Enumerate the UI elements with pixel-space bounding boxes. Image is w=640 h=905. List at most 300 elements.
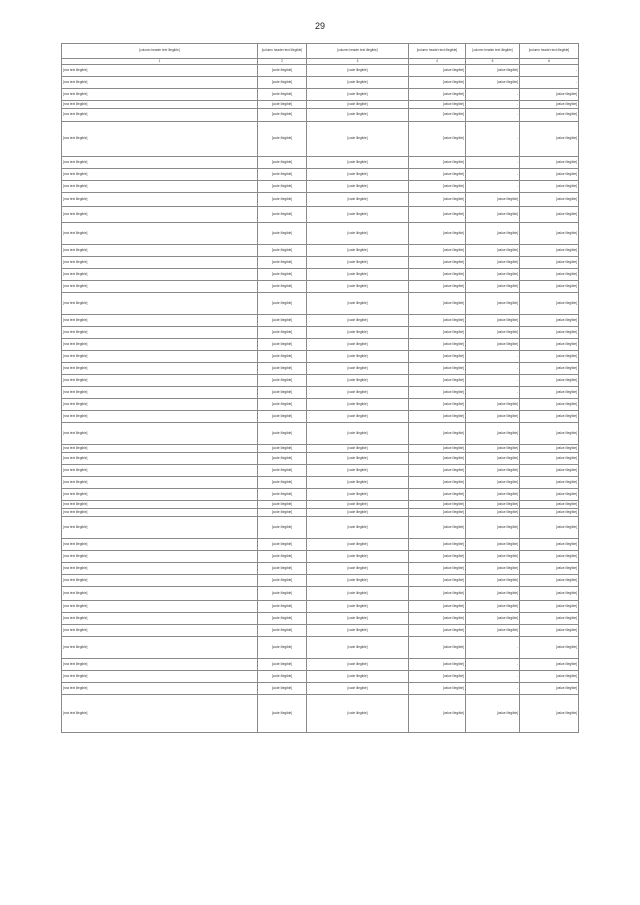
row-unexecuted-cell: [value illegible] bbox=[520, 551, 579, 563]
row-approved-cell: [value illegible] bbox=[409, 281, 466, 293]
row-unexecuted-cell: - bbox=[520, 65, 579, 77]
row-executed-cell: [value illegible] bbox=[466, 613, 520, 625]
row-executed-cell: [value illegible] bbox=[466, 207, 520, 223]
row-classification-cell: [code illegible] bbox=[307, 269, 409, 281]
row-name-cell: [row text illegible] bbox=[62, 77, 258, 89]
row-name-cell: [row text illegible] bbox=[62, 613, 258, 625]
row-classification-cell: [code illegible] bbox=[307, 387, 409, 399]
row-unexecuted-cell: [value illegible] bbox=[520, 223, 579, 245]
row-approved-cell: [value illegible] bbox=[409, 411, 466, 423]
row-executed-cell: [value illegible] bbox=[466, 501, 520, 509]
table-row bbox=[62, 181, 579, 193]
row-executed-cell: [value illegible] bbox=[466, 563, 520, 575]
row-executed-cell: [value illegible] bbox=[466, 269, 520, 281]
row-unexecuted-cell: [value illegible] bbox=[520, 423, 579, 445]
row-approved-cell: [value illegible] bbox=[409, 517, 466, 539]
table-row bbox=[62, 445, 579, 453]
row-approved-cell: [value illegible] bbox=[409, 122, 466, 157]
row-name-cell: [row text illegible] bbox=[62, 89, 258, 101]
row-code-cell: [code illegible] bbox=[258, 257, 307, 269]
row-classification-cell: [code illegible] bbox=[307, 625, 409, 637]
row-executed-cell: - bbox=[466, 387, 520, 399]
table-row bbox=[62, 423, 579, 445]
row-executed-cell: [value illegible] bbox=[466, 223, 520, 245]
row-classification-cell: [code illegible] bbox=[307, 465, 409, 477]
table-row bbox=[62, 101, 579, 109]
row-code-cell: [code illegible] bbox=[258, 659, 307, 671]
table-row bbox=[62, 601, 579, 613]
row-executed-cell: [value illegible] bbox=[466, 65, 520, 77]
table-row bbox=[62, 375, 579, 387]
row-code-cell: [code illegible] bbox=[258, 575, 307, 587]
row-approved-cell: [value illegible] bbox=[409, 223, 466, 245]
table-row bbox=[62, 411, 579, 423]
row-classification-cell: [code illegible] bbox=[307, 477, 409, 489]
row-code-cell: [code illegible] bbox=[258, 77, 307, 89]
row-executed-cell: [value illegible] bbox=[466, 477, 520, 489]
row-executed-cell: - bbox=[466, 363, 520, 375]
row-unexecuted-cell: [value illegible] bbox=[520, 207, 579, 223]
table-row bbox=[62, 465, 579, 477]
table-row bbox=[62, 563, 579, 575]
row-name-cell: [row text illegible] bbox=[62, 453, 258, 465]
row-code-cell: [code illegible] bbox=[258, 453, 307, 465]
row-code-cell: [code illegible] bbox=[258, 587, 307, 601]
row-approved-cell: [value illegible] bbox=[409, 387, 466, 399]
row-approved-cell: [value illegible] bbox=[409, 157, 466, 169]
row-unexecuted-cell: [value illegible] bbox=[520, 671, 579, 683]
row-approved-cell: [value illegible] bbox=[409, 563, 466, 575]
row-name-cell: [row text illegible] bbox=[62, 575, 258, 587]
row-executed-cell: [value illegible] bbox=[466, 575, 520, 587]
row-classification-cell: [code illegible] bbox=[307, 501, 409, 509]
row-approved-cell: [value illegible] bbox=[409, 375, 466, 387]
row-executed-cell: - bbox=[466, 683, 520, 695]
row-classification-cell: [code illegible] bbox=[307, 517, 409, 539]
row-code-cell: [code illegible] bbox=[258, 223, 307, 245]
row-unexecuted-cell: [value illegible] bbox=[520, 539, 579, 551]
row-code-cell: [code illegible] bbox=[258, 339, 307, 351]
row-unexecuted-cell: [value illegible] bbox=[520, 489, 579, 501]
row-approved-cell: [value illegible] bbox=[409, 315, 466, 327]
row-code-cell: [code illegible] bbox=[258, 293, 307, 315]
table-row bbox=[62, 613, 579, 625]
row-name-cell: [row text illegible] bbox=[62, 387, 258, 399]
header-executed: [column header text illegible] bbox=[466, 44, 520, 59]
table-row bbox=[62, 695, 579, 733]
row-executed-cell: [value illegible] bbox=[466, 453, 520, 465]
row-code-cell: [code illegible] bbox=[258, 445, 307, 453]
row-classification-cell: [code illegible] bbox=[307, 193, 409, 207]
row-executed-cell: [value illegible] bbox=[466, 601, 520, 613]
row-unexecuted-cell: [value illegible] bbox=[520, 245, 579, 257]
table-row bbox=[62, 122, 579, 157]
row-approved-cell: [value illegible] bbox=[409, 453, 466, 465]
row-code-cell: [code illegible] bbox=[258, 281, 307, 293]
row-classification-cell: [code illegible] bbox=[307, 281, 409, 293]
row-approved-cell: [value illegible] bbox=[409, 339, 466, 351]
row-name-cell: [row text illegible] bbox=[62, 695, 258, 733]
table-row bbox=[62, 351, 579, 363]
row-classification-cell: [code illegible] bbox=[307, 315, 409, 327]
row-code-cell: [code illegible] bbox=[258, 465, 307, 477]
row-unexecuted-cell: [value illegible] bbox=[520, 563, 579, 575]
row-unexecuted-cell: [value illegible] bbox=[520, 637, 579, 659]
row-name-cell: [row text illegible] bbox=[62, 489, 258, 501]
row-approved-cell: [value illegible] bbox=[409, 109, 466, 122]
row-approved-cell: [value illegible] bbox=[409, 575, 466, 587]
row-name-cell: [row text illegible] bbox=[62, 122, 258, 157]
table-row bbox=[62, 587, 579, 601]
row-approved-cell: [value illegible] bbox=[409, 293, 466, 315]
row-unexecuted-cell: [value illegible] bbox=[520, 613, 579, 625]
row-code-cell: [code illegible] bbox=[258, 315, 307, 327]
row-name-cell: [row text illegible] bbox=[62, 445, 258, 453]
row-unexecuted-cell: [value illegible] bbox=[520, 659, 579, 671]
table-row bbox=[62, 575, 579, 587]
row-classification-cell: [code illegible] bbox=[307, 489, 409, 501]
row-code-cell: [code illegible] bbox=[258, 489, 307, 501]
row-code-cell: [code illegible] bbox=[258, 193, 307, 207]
row-unexecuted-cell: [value illegible] bbox=[520, 517, 579, 539]
row-unexecuted-cell: [value illegible] bbox=[520, 169, 579, 181]
table-row bbox=[62, 157, 579, 169]
row-classification-cell: [code illegible] bbox=[307, 101, 409, 109]
row-executed-cell: [value illegible] bbox=[466, 339, 520, 351]
row-executed-cell: - bbox=[466, 101, 520, 109]
row-name-cell: [row text illegible] bbox=[62, 257, 258, 269]
row-code-cell: [code illegible] bbox=[258, 563, 307, 575]
row-name-cell: [row text illegible] bbox=[62, 207, 258, 223]
row-approved-cell: [value illegible] bbox=[409, 207, 466, 223]
row-classification-cell: [code illegible] bbox=[307, 659, 409, 671]
row-unexecuted-cell: [value illegible] bbox=[520, 601, 579, 613]
row-unexecuted-cell: [value illegible] bbox=[520, 339, 579, 351]
row-name-cell: [row text illegible] bbox=[62, 157, 258, 169]
row-name-cell: [row text illegible] bbox=[62, 625, 258, 637]
row-name-cell: [row text illegible] bbox=[62, 517, 258, 539]
row-approved-cell: [value illegible] bbox=[409, 363, 466, 375]
table-row bbox=[62, 339, 579, 351]
table-row bbox=[62, 453, 579, 465]
header-name: [column header text illegible] bbox=[62, 44, 258, 59]
row-executed-cell: - bbox=[466, 671, 520, 683]
row-name-cell: [row text illegible] bbox=[62, 375, 258, 387]
row-unexecuted-cell: [value illegible] bbox=[520, 181, 579, 193]
table-row bbox=[62, 387, 579, 399]
row-code-cell: [code illegible] bbox=[258, 423, 307, 445]
row-name-cell: [row text illegible] bbox=[62, 327, 258, 339]
row-unexecuted-cell: [value illegible] bbox=[520, 157, 579, 169]
row-classification-cell: [code illegible] bbox=[307, 445, 409, 453]
row-executed-cell: [value illegible] bbox=[466, 625, 520, 637]
row-approved-cell: [value illegible] bbox=[409, 89, 466, 101]
table-row bbox=[62, 509, 579, 517]
header-code: [column header text illegible] bbox=[258, 44, 307, 59]
row-approved-cell: [value illegible] bbox=[409, 193, 466, 207]
table-row bbox=[62, 77, 579, 89]
row-code-cell: [code illegible] bbox=[258, 101, 307, 109]
row-classification-cell: [code illegible] bbox=[307, 411, 409, 423]
table-row bbox=[62, 193, 579, 207]
row-classification-cell: [code illegible] bbox=[307, 207, 409, 223]
row-code-cell: [code illegible] bbox=[258, 601, 307, 613]
table-header-row bbox=[62, 44, 579, 59]
row-unexecuted-cell: [value illegible] bbox=[520, 257, 579, 269]
row-code-cell: [code illegible] bbox=[258, 269, 307, 281]
row-approved-cell: [value illegible] bbox=[409, 683, 466, 695]
row-executed-cell: - bbox=[466, 89, 520, 101]
row-name-cell: [row text illegible] bbox=[62, 65, 258, 77]
row-name-cell: [row text illegible] bbox=[62, 315, 258, 327]
row-approved-cell: [value illegible] bbox=[409, 169, 466, 181]
row-unexecuted-cell: [value illegible] bbox=[520, 695, 579, 733]
table-row bbox=[62, 223, 579, 245]
row-code-cell: [code illegible] bbox=[258, 539, 307, 551]
row-code-cell: [code illegible] bbox=[258, 411, 307, 423]
row-executed-cell: - bbox=[466, 637, 520, 659]
row-classification-cell: [code illegible] bbox=[307, 77, 409, 89]
row-name-cell: [row text illegible] bbox=[62, 477, 258, 489]
row-name-cell: [row text illegible] bbox=[62, 399, 258, 411]
row-classification-cell: [code illegible] bbox=[307, 399, 409, 411]
row-executed-cell: [value illegible] bbox=[466, 695, 520, 733]
row-unexecuted-cell: [value illegible] bbox=[520, 465, 579, 477]
row-name-cell: [row text illegible] bbox=[62, 551, 258, 563]
row-unexecuted-cell: [value illegible] bbox=[520, 327, 579, 339]
row-approved-cell: [value illegible] bbox=[409, 269, 466, 281]
row-name-cell: [row text illegible] bbox=[62, 193, 258, 207]
row-classification-cell: [code illegible] bbox=[307, 122, 409, 157]
row-executed-cell: - bbox=[466, 659, 520, 671]
row-approved-cell: [value illegible] bbox=[409, 465, 466, 477]
table-row bbox=[62, 363, 579, 375]
row-approved-cell: [value illegible] bbox=[409, 551, 466, 563]
row-unexecuted-cell: [value illegible] bbox=[520, 281, 579, 293]
row-classification-cell: [code illegible] bbox=[307, 587, 409, 601]
row-classification-cell: [code illegible] bbox=[307, 539, 409, 551]
row-unexecuted-cell: [value illegible] bbox=[520, 122, 579, 157]
row-executed-cell: [value illegible] bbox=[466, 193, 520, 207]
row-name-cell: [row text illegible] bbox=[62, 637, 258, 659]
row-name-cell: [row text illegible] bbox=[62, 683, 258, 695]
table-row bbox=[62, 637, 579, 659]
row-unexecuted-cell: [value illegible] bbox=[520, 625, 579, 637]
row-code-cell: [code illegible] bbox=[258, 517, 307, 539]
table-row bbox=[62, 257, 579, 269]
table-row bbox=[62, 109, 579, 122]
row-unexecuted-cell: [value illegible] bbox=[520, 445, 579, 453]
row-executed-cell: [value illegible] bbox=[466, 465, 520, 477]
row-executed-cell: [value illegible] bbox=[466, 245, 520, 257]
row-unexecuted-cell: [value illegible] bbox=[520, 575, 579, 587]
row-code-cell: [code illegible] bbox=[258, 683, 307, 695]
row-code-cell: [code illegible] bbox=[258, 671, 307, 683]
table-row bbox=[62, 315, 579, 327]
row-executed-cell: [value illegible] bbox=[466, 489, 520, 501]
row-executed-cell: [value illegible] bbox=[466, 551, 520, 563]
row-name-cell: [row text illegible] bbox=[62, 411, 258, 423]
row-approved-cell: [value illegible] bbox=[409, 181, 466, 193]
row-classification-cell: [code illegible] bbox=[307, 339, 409, 351]
row-code-cell: [code illegible] bbox=[258, 351, 307, 363]
row-name-cell: [row text illegible] bbox=[62, 101, 258, 109]
row-approved-cell: [value illegible] bbox=[409, 399, 466, 411]
row-classification-cell: [code illegible] bbox=[307, 157, 409, 169]
row-classification-cell: [code illegible] bbox=[307, 453, 409, 465]
row-code-cell: [code illegible] bbox=[258, 509, 307, 517]
row-name-cell: [row text illegible] bbox=[62, 563, 258, 575]
row-unexecuted-cell: [value illegible] bbox=[520, 501, 579, 509]
table-row bbox=[62, 551, 579, 563]
row-unexecuted-cell: [value illegible] bbox=[520, 269, 579, 281]
row-code-cell: [code illegible] bbox=[258, 501, 307, 509]
row-classification-cell: [code illegible] bbox=[307, 695, 409, 733]
row-name-cell: [row text illegible] bbox=[62, 351, 258, 363]
row-approved-cell: [value illegible] bbox=[409, 671, 466, 683]
row-executed-cell: [value illegible] bbox=[466, 587, 520, 601]
row-executed-cell: [value illegible] bbox=[466, 517, 520, 539]
row-classification-cell: [code illegible] bbox=[307, 327, 409, 339]
row-approved-cell: [value illegible] bbox=[409, 489, 466, 501]
row-unexecuted-cell: [value illegible] bbox=[520, 193, 579, 207]
row-unexecuted-cell: [value illegible] bbox=[520, 411, 579, 423]
row-approved-cell: [value illegible] bbox=[409, 601, 466, 613]
row-classification-cell: [code illegible] bbox=[307, 109, 409, 122]
row-name-cell: [row text illegible] bbox=[62, 501, 258, 509]
row-executed-cell: [value illegible] bbox=[466, 327, 520, 339]
row-code-cell: [code illegible] bbox=[258, 157, 307, 169]
row-executed-cell: - bbox=[466, 351, 520, 363]
table-row bbox=[62, 399, 579, 411]
row-unexecuted-cell: [value illegible] bbox=[520, 399, 579, 411]
row-unexecuted-cell: [value illegible] bbox=[520, 453, 579, 465]
row-executed-cell: [value illegible] bbox=[466, 509, 520, 517]
row-executed-cell: [value illegible] bbox=[466, 281, 520, 293]
row-approved-cell: [value illegible] bbox=[409, 257, 466, 269]
row-unexecuted-cell: [value illegible] bbox=[520, 351, 579, 363]
row-code-cell: [code illegible] bbox=[258, 89, 307, 101]
row-approved-cell: [value illegible] bbox=[409, 245, 466, 257]
row-code-cell: [code illegible] bbox=[258, 637, 307, 659]
row-approved-cell: [value illegible] bbox=[409, 539, 466, 551]
row-approved-cell: [value illegible] bbox=[409, 659, 466, 671]
row-name-cell: [row text illegible] bbox=[62, 509, 258, 517]
budget-table bbox=[61, 43, 579, 733]
row-approved-cell: [value illegible] bbox=[409, 101, 466, 109]
row-classification-cell: [code illegible] bbox=[307, 375, 409, 387]
row-code-cell: [code illegible] bbox=[258, 169, 307, 181]
row-classification-cell: [code illegible] bbox=[307, 351, 409, 363]
row-name-cell: [row text illegible] bbox=[62, 281, 258, 293]
row-executed-cell: [value illegible] bbox=[466, 539, 520, 551]
row-classification-cell: [code illegible] bbox=[307, 509, 409, 517]
table-row bbox=[62, 671, 579, 683]
row-executed-cell: [value illegible] bbox=[466, 445, 520, 453]
row-code-cell: [code illegible] bbox=[258, 625, 307, 637]
row-approved-cell: [value illegible] bbox=[409, 613, 466, 625]
table-row bbox=[62, 489, 579, 501]
row-executed-cell: [value illegible] bbox=[466, 399, 520, 411]
row-name-cell: [row text illegible] bbox=[62, 423, 258, 445]
table-row bbox=[62, 65, 579, 77]
row-classification-cell: [code illegible] bbox=[307, 423, 409, 445]
row-classification-cell: [code illegible] bbox=[307, 169, 409, 181]
row-name-cell: [row text illegible] bbox=[62, 293, 258, 315]
row-classification-cell: [code illegible] bbox=[307, 601, 409, 613]
row-approved-cell: [value illegible] bbox=[409, 695, 466, 733]
table-row bbox=[62, 89, 579, 101]
row-classification-cell: [code illegible] bbox=[307, 293, 409, 315]
table-row bbox=[62, 517, 579, 539]
row-unexecuted-cell: [value illegible] bbox=[520, 293, 579, 315]
row-unexecuted-cell: [value illegible] bbox=[520, 683, 579, 695]
row-approved-cell: [value illegible] bbox=[409, 587, 466, 601]
row-executed-cell: [value illegible] bbox=[466, 257, 520, 269]
row-executed-cell: - bbox=[466, 375, 520, 387]
row-code-cell: [code illegible] bbox=[258, 245, 307, 257]
row-classification-cell: [code illegible] bbox=[307, 671, 409, 683]
table-row bbox=[62, 659, 579, 671]
row-code-cell: [code illegible] bbox=[258, 327, 307, 339]
row-executed-cell: - bbox=[466, 157, 520, 169]
table-row bbox=[62, 281, 579, 293]
row-approved-cell: [value illegible] bbox=[409, 327, 466, 339]
row-classification-cell: [code illegible] bbox=[307, 551, 409, 563]
row-approved-cell: [value illegible] bbox=[409, 351, 466, 363]
row-code-cell: [code illegible] bbox=[258, 387, 307, 399]
row-executed-cell: [value illegible] bbox=[466, 77, 520, 89]
row-unexecuted-cell: [value illegible] bbox=[520, 363, 579, 375]
row-name-cell: [row text illegible] bbox=[62, 671, 258, 683]
row-approved-cell: [value illegible] bbox=[409, 509, 466, 517]
column-number: 6 bbox=[520, 59, 579, 65]
table-row bbox=[62, 269, 579, 281]
table-row bbox=[62, 625, 579, 637]
table-row bbox=[62, 477, 579, 489]
row-name-cell: [row text illegible] bbox=[62, 245, 258, 257]
row-code-cell: [code illegible] bbox=[258, 695, 307, 733]
table-row bbox=[62, 293, 579, 315]
row-code-cell: [code illegible] bbox=[258, 122, 307, 157]
row-classification-cell: [code illegible] bbox=[307, 575, 409, 587]
column-number: 2 bbox=[258, 59, 307, 65]
row-executed-cell: [value illegible] bbox=[466, 315, 520, 327]
table-row bbox=[62, 501, 579, 509]
row-code-cell: [code illegible] bbox=[258, 477, 307, 489]
header-approved: [column header text illegible] bbox=[409, 44, 466, 59]
row-code-cell: [code illegible] bbox=[258, 613, 307, 625]
row-approved-cell: [value illegible] bbox=[409, 77, 466, 89]
row-approved-cell: [value illegible] bbox=[409, 423, 466, 445]
header-classification: [column header text illegible] bbox=[307, 44, 409, 59]
row-executed-cell: - bbox=[466, 109, 520, 122]
row-classification-cell: [code illegible] bbox=[307, 257, 409, 269]
row-code-cell: [code illegible] bbox=[258, 363, 307, 375]
table-row bbox=[62, 327, 579, 339]
row-executed-cell: - bbox=[466, 122, 520, 157]
row-approved-cell: [value illegible] bbox=[409, 445, 466, 453]
row-name-cell: [row text illegible] bbox=[62, 339, 258, 351]
column-number: 5 bbox=[466, 59, 520, 65]
row-code-cell: [code illegible] bbox=[258, 207, 307, 223]
row-unexecuted-cell: - bbox=[520, 77, 579, 89]
header-unexecuted: [column header text illegible] bbox=[520, 44, 579, 59]
row-code-cell: [code illegible] bbox=[258, 181, 307, 193]
row-classification-cell: [code illegible] bbox=[307, 683, 409, 695]
row-approved-cell: [value illegible] bbox=[409, 625, 466, 637]
row-classification-cell: [code illegible] bbox=[307, 363, 409, 375]
